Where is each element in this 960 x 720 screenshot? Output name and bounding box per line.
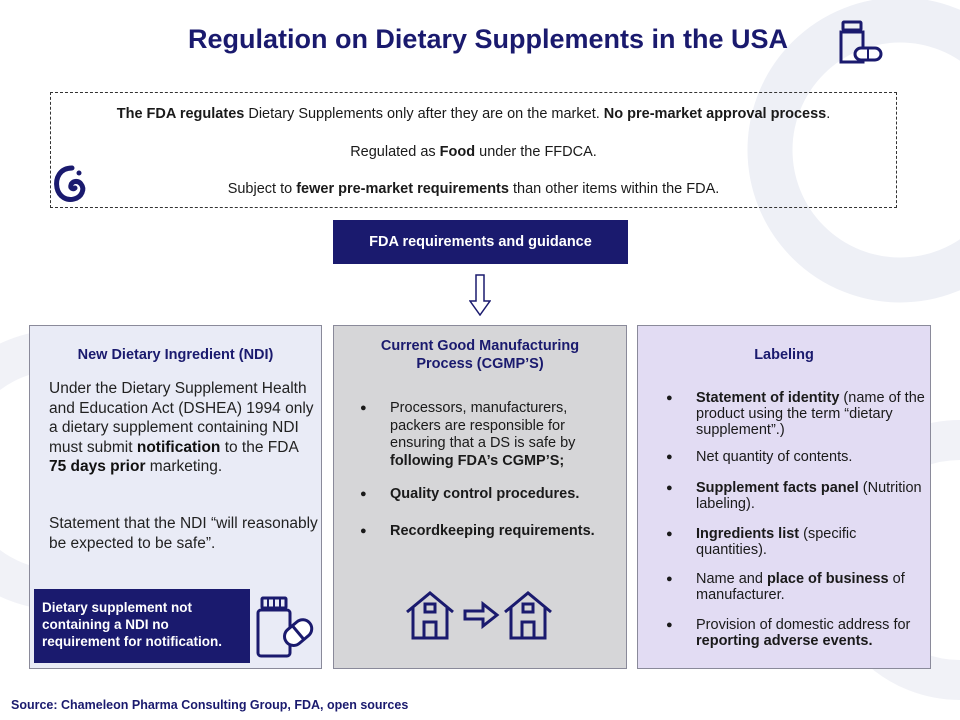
ndi-heading: New Dietary Ingredient (NDI) [77,347,274,363]
chameleon-logo-icon [52,164,92,204]
intro-box [50,92,897,208]
pill-bottle-icon [835,18,887,68]
down-arrow-icon [469,274,491,316]
intro-line-3: Subject to fewer pre-market requirements than other items within the FDA. [227,181,720,197]
list-item: ● Provision of domestic address for reporting adverse events. [664,617,926,649]
ndi-paragraph-2: Statement that the NDI “will reasonably be expected to be safe”. [49,515,318,552]
page-title: Regulation on Dietary Supplements in the USA [187,24,789,54]
supplement-bottle-icon [254,594,320,660]
list-item: ● Processors, manufacturers, packers are responsible for ensuring that a DS is safe by following FDA’s CGMP’S; [358,400,620,470]
list-item: ● Supplement facts panel (Nutrition labeling). [664,480,926,512]
right-arrow-icon [465,604,497,626]
list-item: ● Ingredients list (specific quantities). [664,526,926,558]
house-icon [505,593,551,638]
cgmp-heading: Current Good Manufacturing Process (CGMP’S) [380,338,580,372]
intro-line-2: Regulated as Food under the FFDCA. [350,144,597,160]
labeling-list [664,390,926,649]
house-transfer-graphic [405,590,555,640]
source-note: Source: Chameleon Pharma Consulting Group, FDA, open sources [11,698,409,712]
ndi-exemption-note: Dietary supplement not containing a NDI no requirement for notification. [34,589,250,663]
house-icon [407,593,453,638]
list-item: ● Name and place of business of manufacturer. [664,571,926,603]
list-item: ● Quality control procedures. [358,486,620,504]
list-item: ● Statement of identity (name of the product using the term “dietary supplement”.) [664,390,926,438]
labeling-heading: Labeling [754,347,814,363]
ndi-paragraph-1: Under the Dietary Supplement Health and Education Act (DSHEA) 1994 only a dietary supplement containing NDI must submit notification to the FDA 75 days prior marketing. [49,380,314,475]
labeling-panel [637,325,931,669]
cgmp-list [358,400,620,540]
list-item: ● Net quantity of contents. [664,449,926,465]
list-item: ● Recordkeeping requirements. [358,523,620,541]
intro-line-1: The FDA regulates Dietary Supplements only after they are on the market. No pre-market approval process. [116,106,831,122]
requirements-banner: FDA requirements and guidance [333,220,628,264]
